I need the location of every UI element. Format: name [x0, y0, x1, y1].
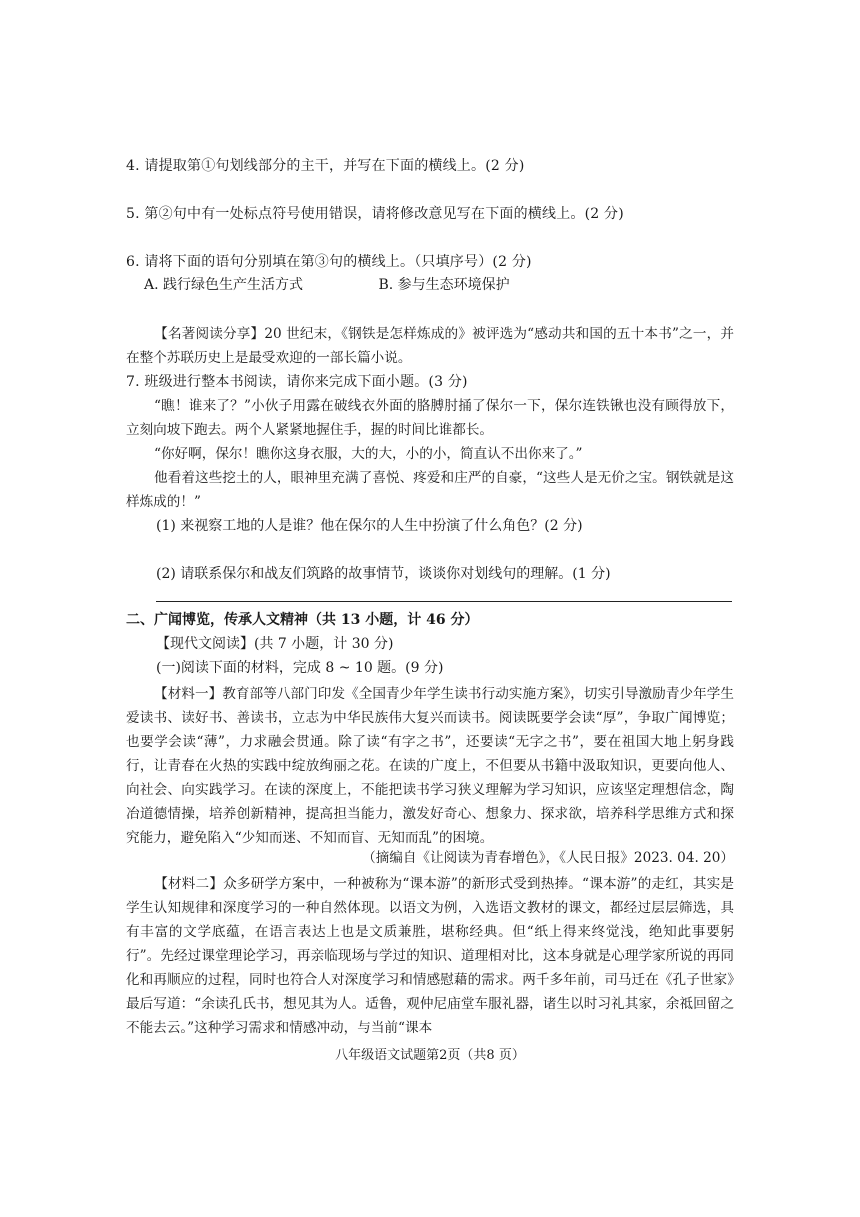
question-6: 6. 请将下面的语句分别填在第③句的横线上。（只填序号）(2 分)	[126, 254, 532, 270]
page-footer: 八年级语文试题第2页（共8 页）	[335, 1048, 525, 1063]
excerpt-text-1: “瞧！谁来了？”小伙子用露在破线衣外面的胳膊肘捅了保尔一下，保尔连铁锹也没有顾得放下，立刻向坡下跑去。两个人紧紧地握住手，握的时间比谁都长。	[126, 398, 734, 438]
excerpt-text-3: 他看着这些挖土的人，眼神里充满了喜悦、疼爱和庄严的自豪，“这些人是无价之宝。钢铁就是这样炼成的！”	[126, 470, 734, 510]
question-6-options	[144, 275, 764, 295]
option-b: B. 参与生态环境保护	[378, 277, 510, 293]
excerpt-text-2: “你好啊，保尔！瞧你这身衣服，大的大，小的小，简直认不出你来了。”	[154, 446, 583, 462]
question-4: 4. 请提取第①句划线部分的主干，并写在下面的横线上。(2 分)	[126, 158, 525, 174]
excerpt-paragraph-3	[126, 466, 734, 514]
question-5: 5. 第②句中有一处标点符号使用错误，请将修改意见写在下面的横线上。(2 分)	[126, 206, 624, 222]
reading-share-text: 【名著阅读分享】20 世纪末，《钢铁是怎样炼成的》被评选为“感动共和国的五十本书”之一，并在整个苏联历史上是最受欢迎的一部长篇小说。	[126, 326, 734, 366]
material-1-text: 【材料一】教育部等八部门印发《全国青少年学生读书行动实施方案》，切实引导激励青少年学生爱读书、读好书、善读书，立志为中华民族伟大复兴而读书。阅读既要学会读“厚”，争取广闻博览；也要学会读“薄”，力求融会贯通。除了读“有字之书”，还要读“无字之书”，要在祖国大地上躬身践行，让青春在火热的实践中绽放绚丽之花。在读的广度上，不但要从书籍中汲取知识，更要向他人、向社会、向实践学习。在读的深度上，不能把读书学习狭义理解为学习知识，应该坚定理想信念，陶冶道德情操，培养创新精神，提高担当能力，激发好奇心、想象力、探求欲，培养科学思维方式和探究能力，避免陷入“少知而迷、不知而盲、无知而乱”的困境。	[126, 686, 734, 846]
answer-line	[156, 601, 732, 602]
part-1-title: (一)阅读下面的材料，完成 8 ~ 10 题。(9 分)	[156, 660, 444, 676]
material-1	[126, 682, 734, 850]
reading-share	[126, 322, 734, 370]
question-7-1: (1) 来视察工地的人是谁？他在保尔的人生中扮演了什么角色？(2 分)	[156, 518, 583, 534]
section-2-title: 二、广闻博览，传承人文精神（共 13 小题，计 46 分）	[126, 612, 479, 628]
option-a: A. 践行绿色生产生活方式	[144, 277, 304, 293]
question-7-2: (2) 请联系保尔和战友们筑路的故事情节，谈谈你对划线句的理解。(1 分)	[156, 566, 611, 582]
material-2	[126, 872, 734, 1040]
question-7: 7. 班级进行整本书阅读，请你来完成下面小题。(3 分)	[126, 374, 468, 390]
modern-reading-heading: 【现代文阅读】(共 7 小题，计 30 分)	[156, 636, 394, 652]
excerpt-paragraph-2	[126, 442, 734, 466]
excerpt-paragraph-1	[126, 394, 734, 442]
material-2-text: 【材料二】众多研学方案中，一种被称为“课本游”的新形式受到热捧。“课本游”的走红，其实是学生认知规律和深度学习的一种自然体现。以语文为例，入选语文教材的课文，都经过层层筛选，具有丰富的文学底蕴，在语言表达上也是文质兼胜，堪称经典。但“纸上得来终觉浅，绝知此事要躬行”。先经过课堂理论学习，再亲临现场与学过的知识、道理相对比，这本身就是心理学家所说的再同化和再顺应的过程，同时也符合人对深度学习和情感慰藉的需求。两千多年前，司马迁在《孔子世家》最后写道：“余读孔氏书，想见其为人。适鲁，观仲尼庙堂车服礼器，诸生以时习礼其家，余祗回留之不能去云。”这种学习需求和情感冲动，与当前“课本	[126, 876, 734, 1036]
material-1-source: （摘编自《让阅读为青春增色》，《人民日报》2023. 04. 20）	[362, 850, 734, 866]
